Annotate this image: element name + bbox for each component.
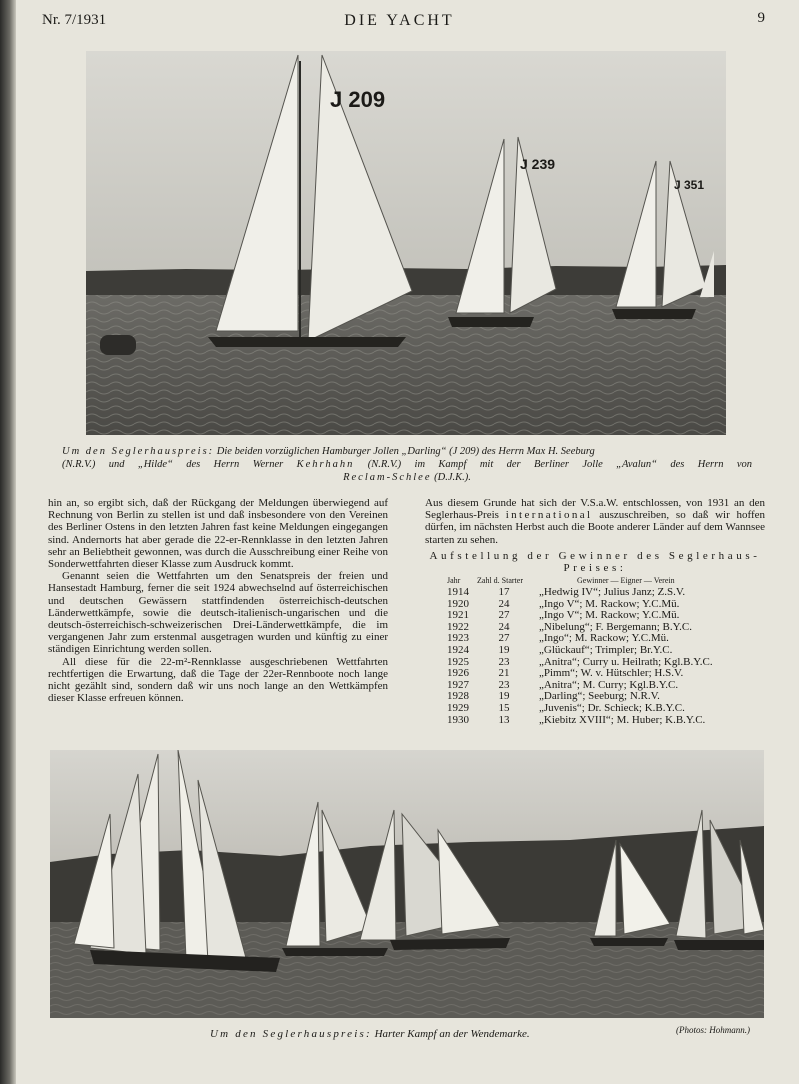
caption-line-2b: (N.R.V.) im Kampf mit der Berliner Jolle „Avalun“ des Herrn von [354, 459, 752, 470]
cell-starters: 15 [498, 701, 510, 714]
top-photo-caption [62, 445, 752, 484]
sail-number-j209: J 209 [330, 87, 386, 112]
caption-spaced-name: Kehrhahn [296, 459, 355, 470]
cell-starters: 27 [498, 609, 510, 622]
table-row [443, 668, 717, 680]
page-number: 9 [757, 10, 765, 26]
caption-line-2a: (N.R.V.) und „Hilde“ des Herrn Werner [62, 459, 297, 470]
left-text-column [48, 497, 388, 704]
spaced-word: international [505, 509, 593, 522]
cell-starters: 19 [498, 690, 510, 703]
cell-starters: 24 [498, 620, 510, 633]
cell-year: 1921 [447, 609, 469, 622]
right-text-column [425, 497, 765, 546]
column-header: Zahl d. Starter [477, 576, 523, 585]
caption-line-3: (D.J.K.). [431, 472, 471, 483]
winners-table [443, 576, 717, 726]
winners-table-title: Aufstellung der Gewinner des Seglerhaus-Preises: [429, 550, 761, 574]
table-row [443, 645, 717, 657]
cell-winner: „Kiebitz XVIII“; M. Huber; K.B.Y.C. [539, 713, 706, 726]
table-row [443, 703, 717, 715]
table-row [443, 587, 717, 599]
cell-starters: 21 [498, 667, 510, 680]
paragraph [425, 497, 765, 546]
cell-starters: 13 [498, 713, 510, 726]
paragraph: Genannt seien die Wettfahrten um den Senatspreis der freien und Hansestadt Hamburg, ferner die seit 1924 abwechselnd auf österreichischen und deutschen Gewässern stattfindenden österreichisch-deutschen Länderwettkämpfe, sowie die deutsch-italienisch-ungarischen und die deutsch-österreichisch-schweizerischen Drei-Länderwettkämpfe, die im vergangenen Jahr zum erstenmal ausgetragen wurden und künftig zu einer ständigen Einrichtung werden sollen. [48, 570, 388, 656]
cell-year: 1924 [447, 643, 469, 656]
journal-title: DIE YACHT [344, 12, 455, 29]
photo-credit: (Photos: Hohmann.) [676, 1025, 750, 1035]
cell-starters: 17 [498, 586, 510, 598]
cell-winner: „Ingo“; M. Rackow; Y.C.Mü. [539, 632, 669, 645]
cell-winner: „Glückauf“; Trimpler; Br.Y.C. [539, 643, 673, 656]
cell-year: 1925 [447, 655, 469, 668]
cell-starters: 24 [498, 597, 510, 610]
cell-winner: „Hedwig IV“; Julius Janz; Z.S.V. [539, 586, 686, 598]
cell-starters: 23 [498, 655, 510, 668]
cell-winner: „Ingo V“; M. Rackow; Y.C.Mü. [539, 597, 680, 610]
paragraph: hin an, so ergibt sich, daß der Rückgang der Meldungen überwiegend auf Rechnung von Berlin zu stellen ist und daß insbesondere von den Vereinen des Berliner Ostens in den letzten Jahren fast keine Meldungen eingegangen sind. Andernorts hat aber gerade die 22-er-Rennklasse in den letzten Jahren sehr an Beliebtheit gewonnen, was durch die Ausschreibung einer Reihe von Sonderwettfahrten dieser Klasse zum Ausdruck kommt. [48, 497, 388, 571]
cell-year: 1923 [447, 632, 469, 645]
paragraph-part: auszuschreiben, so daß wir hoffen dürfen, im nächsten Herbst auch die Boote anderer Länder auf dem Wannsee starten zu sehen. [425, 509, 765, 546]
cell-winner: „Anitra“; Curry u. Heilrath; Kgl.B.Y.C. [539, 655, 713, 668]
paragraph-part: Aus diesem Grunde hat sich der V.S.a.W. entschlossen, von 1931 an den Seglerhaus-Preis [425, 497, 765, 522]
cell-year: 1926 [447, 667, 469, 680]
cell-year: 1914 [447, 586, 469, 598]
cell-starters: 19 [498, 643, 510, 656]
cell-winner: „Juvenis“; Dr. Schieck; K.B.Y.C. [539, 701, 685, 714]
caption-spaced-lead: Um den Seglerhauspreis: [210, 1028, 372, 1040]
caption-line-1: Die beiden vorzüglichen Hamburger Jollen „Darling“ (J 209) des Herrn Max H. Seeburg [214, 446, 595, 457]
issue-number: Nr. 7/1931 [42, 12, 107, 28]
column-header: Jahr [447, 576, 461, 585]
cell-year: 1920 [447, 597, 469, 610]
column-header: Gewinner — Eigner — Verein [577, 576, 675, 585]
cell-starters: 23 [498, 678, 510, 691]
cell-winner: „Darling“; Seeburg; N.R.V. [539, 690, 660, 703]
cell-winner: „Ingo V“; M. Rackow; Y.C.Mü. [539, 609, 680, 622]
caption-spaced-name-2: Reclam-Schlee [343, 472, 432, 483]
cell-winner: „Anitra“; M. Curry; Kgl.B.Y.C. [539, 678, 679, 691]
cell-winner: „Pimm“; W. v. Hütschler; H.S.V. [539, 667, 684, 680]
caption-spaced-lead: Um den Seglerhauspreis: [62, 446, 215, 457]
cell-winner: „Nibelung“; F. Bergemann; B.Y.C. [539, 620, 693, 633]
sail-number-j351: J 351 [674, 178, 705, 192]
cell-year: 1922 [447, 620, 469, 633]
table-row [443, 715, 717, 727]
cell-year: 1929 [447, 701, 469, 714]
photo-dinghies-racing [86, 51, 726, 435]
cell-year: 1930 [447, 713, 469, 726]
cell-year: 1927 [447, 678, 469, 691]
caption-text: Harter Kampf an der Wendemarke. [371, 1028, 530, 1040]
bottom-photo-caption [210, 1028, 530, 1041]
paragraph: All diese für die 22-m²-Rennklasse ausgeschriebenen Wettfahrten rechtfertigen die Erwartung, daß die Tage der 22er-Rennboote noch lange nicht gezählt sind, sondern daß wir uns noch lange an den Wettkämpfen dieser Klasse erfreuen können. [48, 655, 388, 705]
book-binding-shadow [0, 0, 16, 1084]
photo-turning-mark [50, 750, 764, 1018]
cell-starters: 27 [498, 632, 510, 645]
cell-year: 1928 [447, 690, 469, 703]
sail-number-j239: J 239 [520, 156, 556, 172]
